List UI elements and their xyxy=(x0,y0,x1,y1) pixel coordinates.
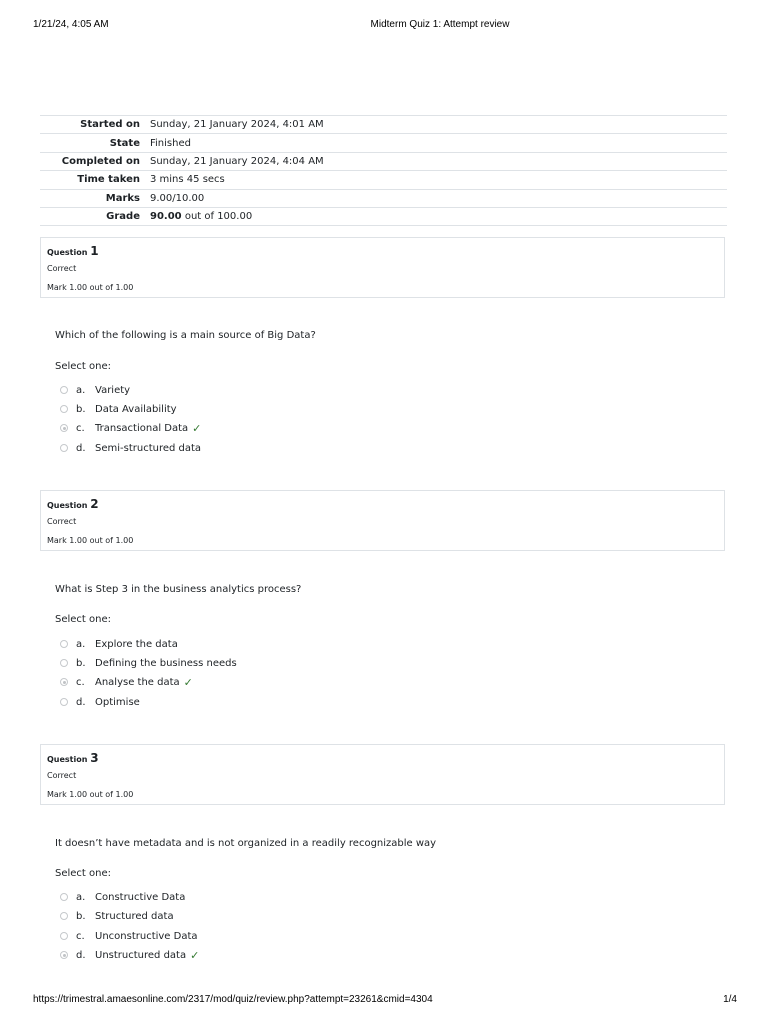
radio-button[interactable] xyxy=(60,698,68,706)
answer-text: Defining the business needs xyxy=(95,657,237,669)
time-taken-label: Time taken xyxy=(77,174,140,186)
state-label: State xyxy=(109,137,140,149)
question-label: Question xyxy=(47,755,88,764)
answer-letter: b. xyxy=(76,403,86,415)
print-page-title: Midterm Quiz 1: Attempt review xyxy=(370,19,510,30)
question-num: 2 xyxy=(90,497,99,511)
answer-text: Explore the data xyxy=(95,638,178,650)
question-num: 1 xyxy=(90,244,99,258)
question-label: Question xyxy=(47,248,88,257)
question-state: Correct xyxy=(47,264,77,273)
answer-letter: c. xyxy=(76,422,85,434)
question-text-2: What is Step 3 in the business analytics process? xyxy=(55,584,302,595)
correct-check-icon: ✓ xyxy=(183,675,193,689)
radio-button[interactable] xyxy=(60,659,68,667)
answer-text: Analyse the data xyxy=(95,676,180,688)
started-on-label: Started on xyxy=(80,119,140,131)
radio-button-selected[interactable] xyxy=(60,951,68,959)
grade-label: Grade xyxy=(106,211,140,223)
question-info-3 xyxy=(40,744,725,805)
answer-option-3d[interactable] xyxy=(60,947,199,963)
answer-option-3c[interactable] xyxy=(60,928,198,944)
summary-row-completed xyxy=(40,152,727,170)
question-grade: Mark 1.00 out of 1.00 xyxy=(47,536,134,545)
answer-text: Unconstructive Data xyxy=(95,930,198,942)
radio-button-selected[interactable] xyxy=(60,678,68,686)
answer-text: Variety xyxy=(95,384,131,396)
answer-letter: b. xyxy=(76,657,86,669)
print-page-number: 1/4 xyxy=(723,994,737,1005)
question-num: 3 xyxy=(90,751,99,765)
started-on-value: Sunday, 21 January 2024, 4:01 AM xyxy=(150,119,324,131)
answer-letter: c. xyxy=(76,930,85,942)
answer-option-1c[interactable] xyxy=(60,420,201,436)
print-url: https://trimestral.amaesonline.com/2317/mod/quiz/review.php?attempt=23261&cmid=4304 xyxy=(33,994,433,1005)
answer-option-1d[interactable] xyxy=(60,440,201,456)
attempt-summary-table xyxy=(40,115,727,226)
answer-option-3b[interactable] xyxy=(60,908,174,924)
answer-text: Transactional Data xyxy=(95,422,189,434)
answer-text: Optimise xyxy=(95,696,140,708)
answer-option-3a[interactable] xyxy=(60,889,185,905)
radio-button-selected[interactable] xyxy=(60,424,68,432)
answer-letter: a. xyxy=(76,891,86,903)
answer-letter: d. xyxy=(76,442,86,454)
question-grade: Mark 1.00 out of 1.00 xyxy=(47,790,134,799)
summary-row-time xyxy=(40,171,727,189)
question-number xyxy=(47,244,99,258)
answer-option-1b[interactable] xyxy=(60,401,177,417)
answer-letter: d. xyxy=(76,949,86,961)
answer-option-2c[interactable] xyxy=(60,674,193,690)
radio-button[interactable] xyxy=(60,405,68,413)
print-footer xyxy=(0,994,768,1008)
answer-letter: a. xyxy=(76,638,86,650)
radio-button[interactable] xyxy=(60,932,68,940)
print-datetime: 1/21/24, 4:05 AM xyxy=(33,19,109,30)
answer-text: Unstructured data xyxy=(95,949,187,961)
radio-button[interactable] xyxy=(60,444,68,452)
question-number xyxy=(47,497,99,511)
question-label: Question xyxy=(47,501,88,510)
question-text-1: Which of the following is a main source of Big Data? xyxy=(55,330,316,341)
answer-letter: d. xyxy=(76,696,86,708)
answer-text: Data Availability xyxy=(95,403,177,415)
radio-button[interactable] xyxy=(60,386,68,394)
radio-button[interactable] xyxy=(60,640,68,648)
completed-on-value: Sunday, 21 January 2024, 4:04 AM xyxy=(150,155,324,167)
marks-value: 9.00/10.00 xyxy=(150,192,205,204)
question-text-3: It doesn’t have metadata and is not organized in a readily recognizable way xyxy=(55,838,437,849)
summary-row-grade xyxy=(40,207,727,225)
answer-text: Structured data xyxy=(95,910,174,922)
grade-value xyxy=(150,207,727,225)
correct-check-icon: ✓ xyxy=(190,948,200,962)
select-one-prompt: Select one: xyxy=(55,361,112,372)
correct-check-icon: ✓ xyxy=(192,421,202,435)
answer-option-1a[interactable] xyxy=(60,382,130,398)
answer-letter: c. xyxy=(76,676,85,688)
completed-on-label: Completed on xyxy=(61,155,140,167)
grade-suffix: out of 100.00 xyxy=(181,211,253,223)
state-value: Finished xyxy=(150,137,191,149)
answer-letter: b. xyxy=(76,910,86,922)
question-number xyxy=(47,751,99,765)
question-info-2 xyxy=(40,490,725,551)
question-grade: Mark 1.00 out of 1.00 xyxy=(47,283,134,292)
answer-option-2a[interactable] xyxy=(60,636,178,652)
question-info-1 xyxy=(40,237,725,298)
time-taken-value: 3 mins 45 secs xyxy=(150,174,225,186)
grade-score: 90.00 xyxy=(150,211,182,223)
marks-label: Marks xyxy=(105,192,140,204)
radio-button[interactable] xyxy=(60,893,68,901)
answer-letter: a. xyxy=(76,384,86,396)
radio-button[interactable] xyxy=(60,912,68,920)
answer-option-2d[interactable] xyxy=(60,694,140,710)
print-header xyxy=(0,19,768,33)
question-state: Correct xyxy=(47,517,77,526)
summary-row-started xyxy=(40,116,727,134)
select-one-prompt: Select one: xyxy=(55,868,112,879)
answer-option-2b[interactable] xyxy=(60,655,237,671)
answer-text: Semi-structured data xyxy=(95,442,202,454)
answer-text: Constructive Data xyxy=(95,891,186,903)
summary-row-state xyxy=(40,134,727,152)
summary-row-marks xyxy=(40,189,727,207)
question-state: Correct xyxy=(47,771,77,780)
select-one-prompt: Select one: xyxy=(55,614,112,625)
